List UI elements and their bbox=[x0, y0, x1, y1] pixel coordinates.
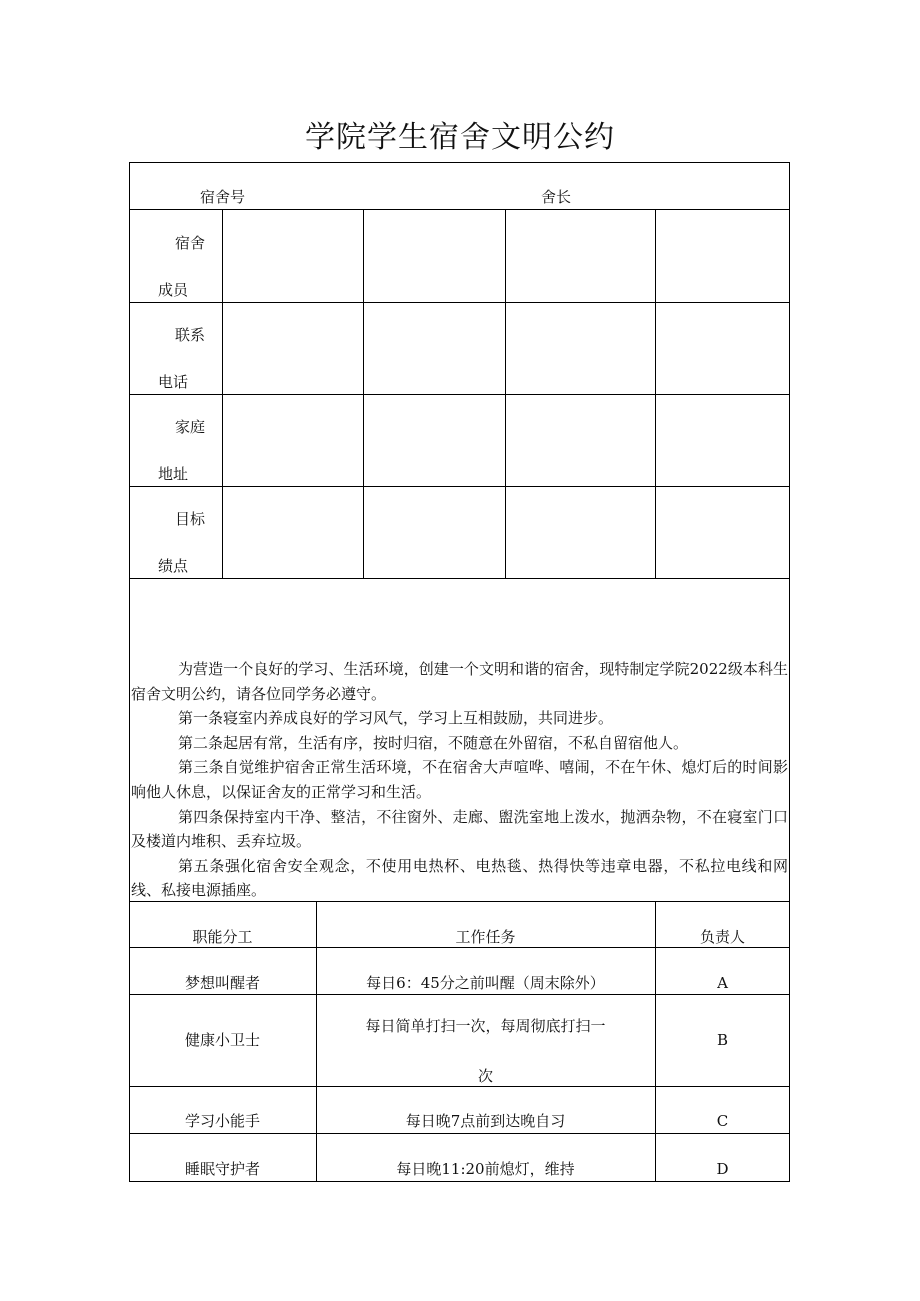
article-3: 第三条自觉维护宿舍正常生活环境，不在宿舍大声喧哗、嘻闹，不在午休、熄灯后的时间影响他人休息，以保证舍友的正常学习和生活。 bbox=[131, 758, 788, 801]
address-label-1: 家庭 bbox=[175, 418, 206, 436]
duty-row-2-role: 健康小卫士 bbox=[184, 1031, 260, 1049]
convention-text bbox=[131, 657, 788, 903]
duty-row-4-person: D bbox=[716, 1160, 729, 1178]
rule-row-1 bbox=[129, 302, 790, 303]
duty-rule-header bbox=[129, 947, 790, 948]
duty-row-3-person: C bbox=[716, 1112, 729, 1130]
page-title: 学院学生宿舍文明公约 bbox=[305, 120, 615, 155]
rule-col-3 bbox=[505, 209, 506, 578]
rule-col-4 bbox=[655, 209, 656, 578]
rule-header-bottom bbox=[129, 209, 790, 210]
duty-rule-row-3 bbox=[129, 1133, 790, 1134]
article-4: 第四条保持室内干净、整洁，不往窗外、走廊、盥洗室地上泼水，抛洒杂物，不在寝室门口及楼道内堆积、丢弃垃圾。 bbox=[131, 807, 788, 851]
duty-row-1-person: A bbox=[717, 974, 728, 992]
duty-row-4-task: 每日晚11:20前熄灯，维持 bbox=[396, 1160, 575, 1178]
duty-rule-top bbox=[129, 901, 790, 902]
rule-col-1 bbox=[222, 209, 223, 578]
intro-paragraph: 为营造一个良好的学习、生活环境，创建一个文明和谐的宿舍，现特制定学院2022级本科生宿舍文明公约，请各位同学务必遵守。 bbox=[131, 660, 788, 703]
dorm-number-label: 宿舍号 bbox=[200, 188, 246, 206]
duty-header-role: 职能分工 bbox=[192, 928, 253, 946]
duty-rule-row-1 bbox=[129, 994, 790, 995]
duty-row-3-task: 每日晚7点前到达晚自习 bbox=[405, 1112, 566, 1130]
duty-row-1-task: 每日6：45分之前叫醒（周末除外） bbox=[366, 974, 605, 992]
article-2: 第二条起居有常，生活有序，按时归宿，不随意在外留宿，不私自留宿他人。 bbox=[178, 733, 689, 752]
duty-header-task: 工作任务 bbox=[455, 928, 516, 946]
phone-label-2: 电话 bbox=[158, 373, 189, 391]
duty-header-person: 负责人 bbox=[699, 928, 745, 946]
duty-rule-row-2 bbox=[129, 1086, 790, 1087]
phone-label-1: 联系 bbox=[175, 326, 206, 344]
duty-row-4-role: 睡眠守护者 bbox=[184, 1160, 260, 1178]
article-5: 第五条强化宿舍安全观念，不使用电热杯、电热毯、热得快等违章电器，不私拉电线和网线、私接电源插座。 bbox=[131, 856, 788, 900]
gpa-label-1: 目标 bbox=[175, 510, 206, 528]
dorm-leader-label: 舍长 bbox=[541, 188, 572, 206]
duty-row-2-task-line1: 每日简单打扫一次，每周彻底打扫一 bbox=[365, 1017, 606, 1035]
members-label-2: 成员 bbox=[158, 281, 189, 299]
rule-row-2 bbox=[129, 394, 790, 395]
rule-row-4 bbox=[129, 578, 790, 579]
duty-row-1-role: 梦想叫醒者 bbox=[184, 974, 260, 992]
rule-col-2 bbox=[363, 209, 364, 578]
address-label-2: 地址 bbox=[158, 465, 189, 483]
article-1: 第一条寝室内养成良好的学习风气，学习上互相鼓励，共同进步。 bbox=[178, 709, 614, 728]
members-label-1: 宿舍 bbox=[175, 234, 206, 252]
duty-row-3-role: 学习小能手 bbox=[184, 1112, 260, 1130]
duty-row-2-person: B bbox=[716, 1031, 729, 1049]
gpa-label-2: 绩点 bbox=[158, 557, 189, 575]
duty-row-2-task-line2: 次 bbox=[478, 1067, 494, 1085]
rule-row-3 bbox=[129, 486, 790, 487]
